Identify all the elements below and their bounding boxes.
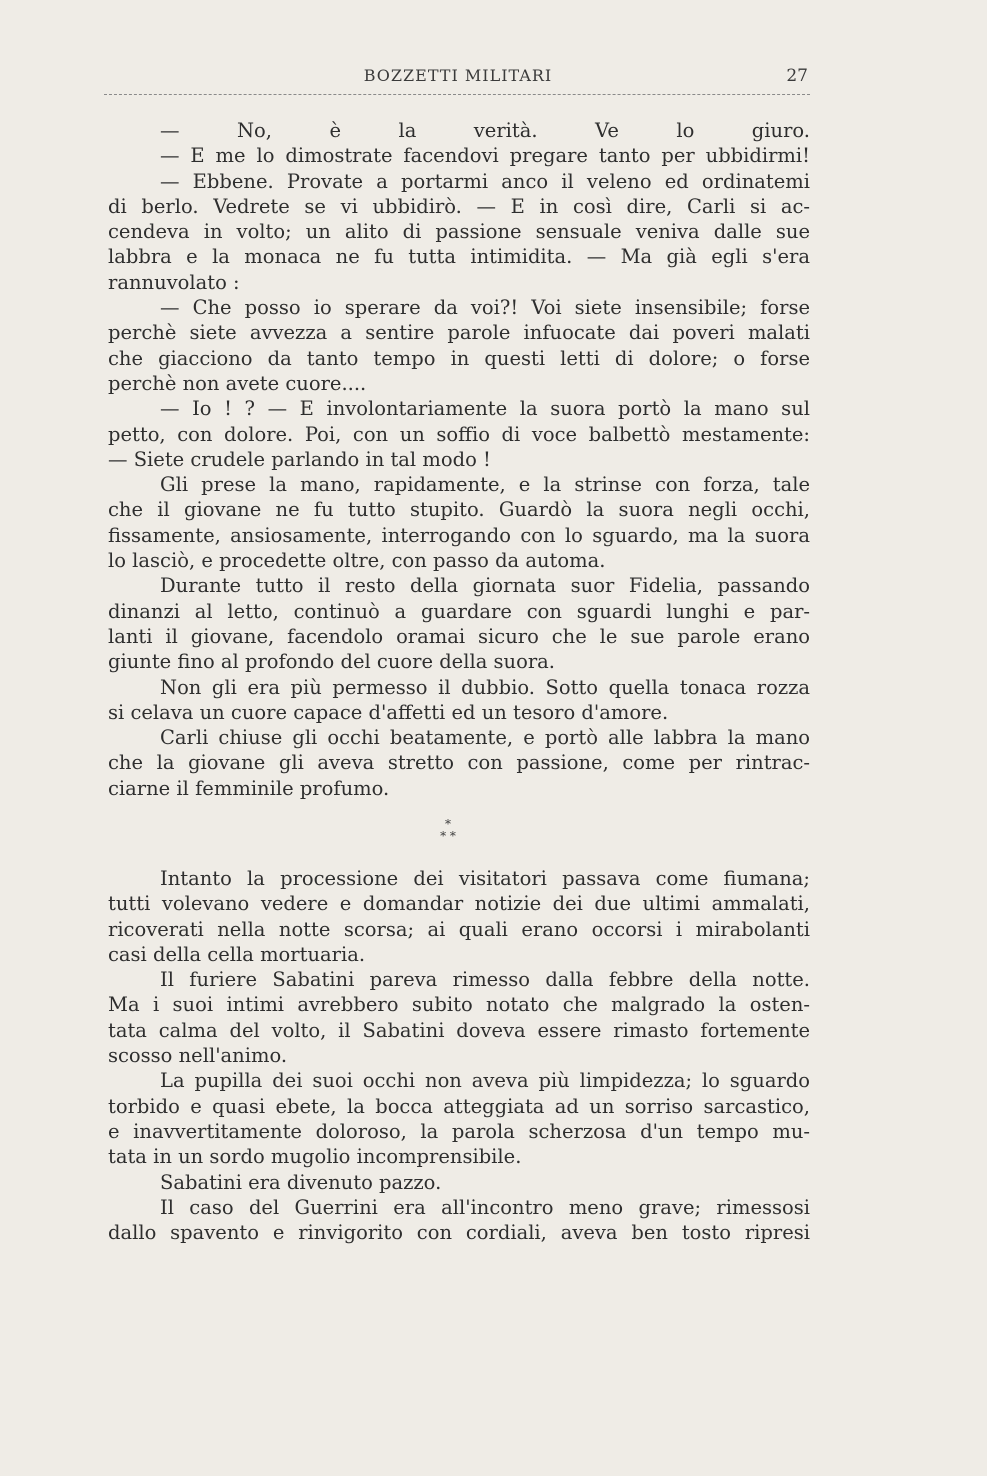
text-line: tutti volevano vedere e domandar notizie dei due ultimi ammalati, <box>108 892 810 916</box>
page-number: 27 <box>786 66 808 86</box>
text-line: — Ebbene. Provate a portarmi anco il veleno ed ordinatemi <box>160 169 810 193</box>
text-line: torbido e quasi ebete, la bocca atteggiata ad un sorriso sarcastico, <box>108 1094 810 1118</box>
text-line: — Siete crudele parlando in tal modo ! <box>108 447 491 471</box>
text-line: lanti il giovane, facendolo oramai sicuro che le sue parole erano <box>108 624 810 648</box>
text-line: perchè non avete cuore.... <box>108 371 367 395</box>
text-line: scosso nell'animo. <box>108 1044 288 1068</box>
text-line: petto, con dolore. Poi, con un soffio di voce balbettò mestamente: <box>108 422 810 446</box>
text-line: ciarne il femminile profumo. <box>108 776 390 800</box>
text-line: e inavvertitamente doloroso, la parola scherzosa d'un tempo mu- <box>108 1119 810 1143</box>
text-line: Durante tutto il resto della giornata suor Fidelia, passando <box>160 574 810 598</box>
text-line: Carli chiuse gli occhi beatamente, e portò alle labbra la mano <box>160 726 810 750</box>
text-line: dinanzi al letto, continuò a guardare con sguardi lunghi e par- <box>108 599 810 623</box>
text-line: giunte fino al profondo del cuore della suora. <box>108 650 555 674</box>
text-line: — No, è la verità. Ve lo giuro. <box>160 119 810 142</box>
text-line: che giacciono da tanto tempo in questi letti di dolore; o forse <box>108 346 810 370</box>
text-line: La pupilla dei suoi occhi non aveva più limpidezza; lo sguardo <box>160 1069 810 1093</box>
text-line: Non gli era più permesso il dubbio. Sotto quella tonaca rozza <box>160 675 810 699</box>
header-rule <box>104 94 810 95</box>
text-line: che la giovane gli aveva stretto con passione, come per rintrac- <box>108 751 810 775</box>
running-title: BOZZETTI MILITARI <box>363 66 553 85</box>
text-line: — E me lo dimostrate facendovi pregare tanto per ubbidirmi! <box>160 144 810 168</box>
text-line: Il caso del Guerrini era all'incontro meno grave; rimessosi <box>160 1195 810 1219</box>
asterism-top: * <box>445 817 451 831</box>
text-line: fissamente, ansiosamente, interrogando con lo sguardo, ma la suora <box>108 523 810 547</box>
text-line: Gli prese la mano, rapidamente, e la strinse con forza, tale <box>160 473 810 497</box>
text-line: tata calma del volto, il Sabatini doveva essere rimasto fortemente <box>108 1018 810 1042</box>
text-line: ricoverati nella notte scorsa; ai quali erano occorsi i mirabolanti <box>108 917 810 941</box>
text-block-top <box>108 118 810 801</box>
running-header <box>108 66 808 94</box>
text-line: tata in un sordo mugolio incomprensibile. <box>108 1145 522 1169</box>
text-line: casi della cella mortuaria. <box>108 942 366 966</box>
text-line: Intanto la processione dei visitatori passava come fiumana; <box>160 867 810 890</box>
text-line: Ma i suoi intimi avrebbero subito notato che malgrado la osten- <box>108 993 810 1017</box>
text-line: — Che posso io sperare da voi?! Voi siete insensibile; forse <box>160 296 810 320</box>
text-line: che il giovane ne fu tutto stupito. Guardò la suora negli occhi, <box>108 498 810 522</box>
text-line: lo lasciò, e procedette oltre, con passo da automa. <box>108 549 606 573</box>
text-line: dallo spavento e rinvigorito con cordiali, aveva ben tosto ripresi <box>108 1221 810 1245</box>
text-line: Sabatini era divenuto pazzo. <box>160 1170 442 1194</box>
text-line: rannuvolato : <box>108 270 240 294</box>
asterism-bottom: * * <box>440 829 456 843</box>
section-break-asterism <box>428 818 468 842</box>
text-line: cendeva in volto; un alito di passione sensuale veniva dalle sue <box>108 220 810 244</box>
text-line: perchè siete avvezza a sentire parole infuocate dai poveri malati <box>108 321 810 345</box>
text-line: Il furiere Sabatini pareva rimesso dalla febbre della notte. <box>160 968 810 992</box>
text-line: si celava un cuore capace d'affetti ed un tesoro d'amore. <box>108 700 669 724</box>
text-block-bottom <box>108 866 810 1245</box>
text-line: — Io ! ? — E involontariamente la suora portò la mano sul <box>160 397 810 421</box>
text-line: labbra e la monaca ne fu tutta intimidita. — Ma già egli s'era <box>108 245 810 269</box>
text-line: di berlo. Vedrete se vi ubbidirò. — E in così dire, Carli si ac- <box>108 194 810 218</box>
